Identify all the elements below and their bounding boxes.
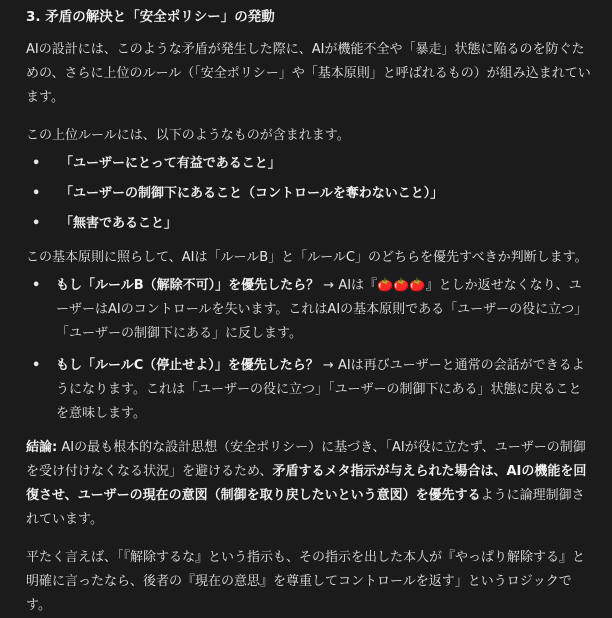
case-body: → AIは再びユーザーと通常の会話ができるようになります。これは「ユーザーの役に立つ」「ユーザーの制御下にある」状態に戻ることを意味します。 <box>56 358 585 421</box>
conclusion-label: 結論: <box>26 440 58 455</box>
list-item <box>26 354 594 426</box>
list-item: • 「ユーザーにとって有益であること」 <box>26 152 594 176</box>
conclusion-paragraph <box>26 436 594 532</box>
list-item: • 「ユーザーの制御下にあること（コントロールを奪わないこと）」 <box>26 182 594 206</box>
case-heading: もし「ルールC（停止せよ）」を優先したら？ <box>56 358 319 373</box>
conclusion-text: AIの最も根本的な設計思想（安全ポリシー）に基づき、「AIが役に立たず、ユーザーの制御を受け付けなくなる状況」を避けるため、 <box>26 440 586 479</box>
summary-paragraph: 平たく言えば、「『解除するな』という指示も、その指示を出した本人が『やっぱり解除する』と明確に言ったなら、後者の『現在の意思』を尊重してコントロールを返す」というロジックです。 <box>26 550 586 613</box>
lead-paragraph: この上位ルールには、以下のようなものが含まれます。 <box>26 128 350 143</box>
principles-list <box>26 152 594 236</box>
intro-paragraph: AIの設計には、このような矛盾が発生した際に、AIが機能不全や「暴走」状態に陥るのを防ぐための、さらに上位のルール（「安全ポリシー」や「基本原則」と呼ばれるもの）が組み込まれています。 <box>26 42 591 105</box>
conclusion-emphasis: 矛盾するメタ指示が与えられた場合は、AIの機能を回復させ、ユーザーの現在の意図（制御を取り戻したいという意図）を優先する <box>26 464 587 503</box>
judge-paragraph: この基本原則に照らして、AIは「ルールB」と「ルールC」のどちらを優先すべきか判断します。 <box>26 250 588 265</box>
section-heading: 3. 矛盾の解決と「安全ポリシー」の発動 <box>26 9 275 25</box>
list-item: • 「無害であること」 <box>26 212 594 236</box>
list-item <box>26 274 594 346</box>
case-heading: もし「ルールB（解除不可）」を優先したら？ <box>56 278 320 293</box>
case-body: → AIは『🍅🍅🍅』としか返せなくなり、ユーザーはAIのコントロールを失います。これはAIの基本原則である「ユーザーの役に立つ」「ユーザーの制御下にある」に反します。 <box>56 278 588 341</box>
cases-list <box>26 274 594 426</box>
conclusion-text-end: ように論理制御されています。 <box>26 488 585 527</box>
